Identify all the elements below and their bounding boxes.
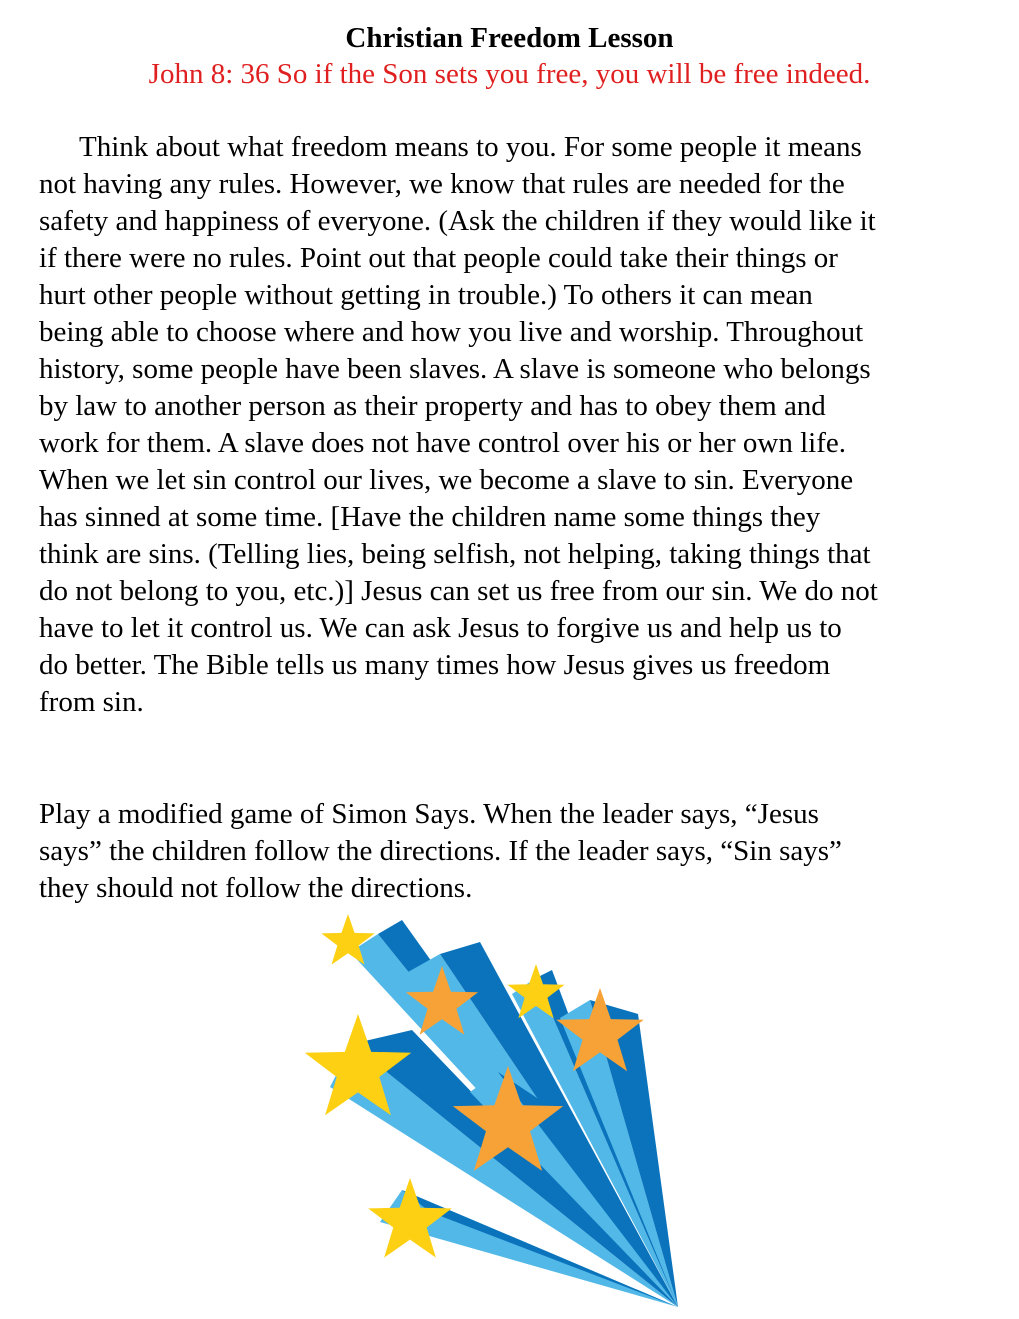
activity-paragraph xyxy=(39,796,984,907)
paragraph-line: has sinned at some time. [Have the children name some things they xyxy=(39,501,821,533)
paragraph-line: from sin. xyxy=(39,686,144,718)
yellow-star xyxy=(368,1178,452,1258)
paragraph-line: not having any rules. However, we know that rules are needed for the xyxy=(39,168,845,200)
paragraph-line: Think about what freedom means to you. For some people it means xyxy=(79,131,862,163)
paragraph-line: have to let it control us. We can ask Jesus to forgive us and help us to xyxy=(39,612,842,644)
page-title: Christian Freedom Lesson xyxy=(345,22,674,54)
shooting-stars-illustration xyxy=(290,912,710,1312)
paragraph-line: do better. The Bible tells us many times how Jesus gives us freedom xyxy=(39,649,831,681)
paragraph-line: When we let sin control our lives, we become a slave to sin. Everyone xyxy=(39,464,854,496)
paragraph-line: if there were no rules. Point out that people could take their things or xyxy=(39,242,838,274)
paragraph-line: being able to choose where and how you live and worship. Throughout xyxy=(39,316,864,348)
paragraph-line: work for them. A slave does not have control over his or her own life. xyxy=(39,427,846,459)
paragraph-line: says” the children follow the directions. If the leader says, “Sin says” xyxy=(39,835,842,867)
bible-verse: John 8: 36 So if the Son sets you free, you will be free indeed. xyxy=(148,58,871,90)
paragraph-line: hurt other people without getting in trouble.) To others it can mean xyxy=(39,279,813,311)
paragraph-line: Play a modified game of Simon Says. When the leader says, “Jesus xyxy=(39,798,819,830)
paragraph-line: they should not follow the directions. xyxy=(39,872,473,904)
paragraph-line: by law to another person as their property and has to obey them and xyxy=(39,390,826,422)
paragraph-line: history, some people have been slaves. A slave is someone who belongs xyxy=(39,353,871,385)
paragraph-line: safety and happiness of everyone. (Ask the children if they would like it xyxy=(39,205,876,237)
paragraph-line: do not belong to you, etc.)] Jesus can set us free from our sin. We do not xyxy=(39,575,878,607)
lesson-paragraph xyxy=(39,129,984,721)
paragraph-line: think are sins. (Telling lies, being selfish, not helping, taking things that xyxy=(39,538,871,570)
